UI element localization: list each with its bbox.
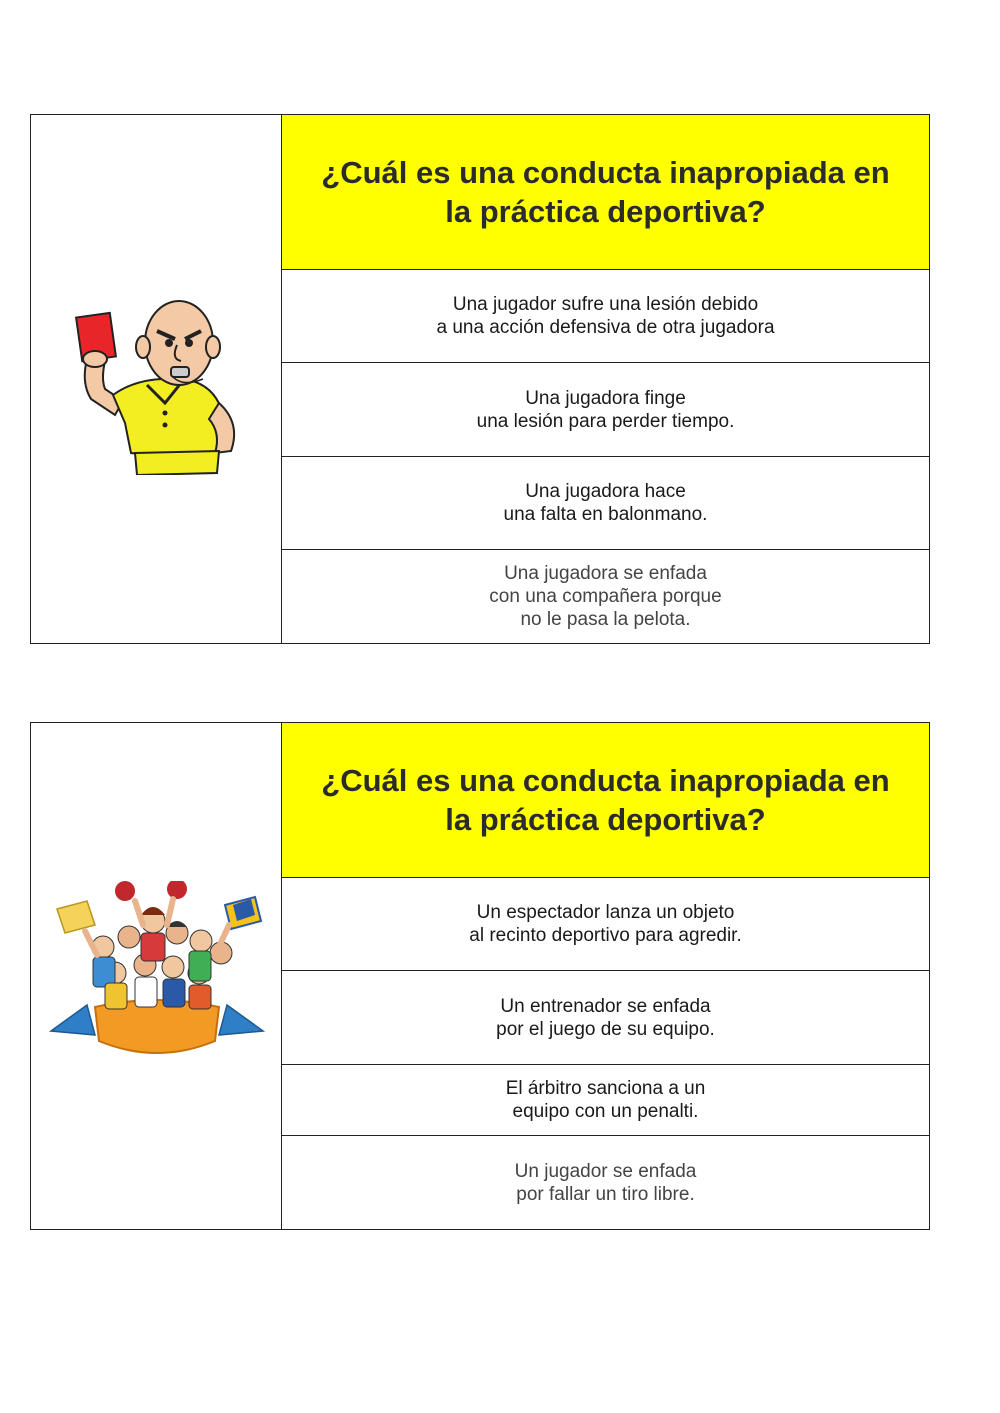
referee-red-card-icon xyxy=(73,293,253,475)
question-header xyxy=(282,115,929,270)
answer-text: El árbitro sanciona a un equipo con un penalti. xyxy=(505,1078,706,1122)
answer-option[interactable] xyxy=(282,1065,929,1136)
question-column xyxy=(282,115,929,643)
answer-text: Un jugador se enfada por fallar un tiro libre. xyxy=(514,1160,697,1205)
question-column xyxy=(282,723,929,1229)
answer-text: Un espectador lanza un objeto al recinto deportivo para agredir. xyxy=(469,902,742,946)
answer-text: Una jugador sufre una lesión debido a una acción defensiva de otra jugadora xyxy=(436,294,775,338)
quiz-card-2 xyxy=(30,722,930,1230)
answer-option[interactable] xyxy=(282,270,929,363)
sports-fans-crowd-icon xyxy=(49,881,265,1067)
answer-option[interactable] xyxy=(282,363,929,457)
answer-option[interactable] xyxy=(282,971,929,1065)
image-cell xyxy=(31,723,282,1229)
answer-text: Una jugadora hace una falta en balonmano. xyxy=(503,481,708,525)
answer-option[interactable] xyxy=(282,1136,929,1229)
image-cell xyxy=(31,115,282,643)
answer-text: Una jugadora se enfada con una compañera porque no le pasa la pelota. xyxy=(489,563,722,630)
quiz-card-1 xyxy=(30,114,930,644)
answer-option[interactable] xyxy=(282,550,929,643)
answer-option[interactable] xyxy=(282,457,929,550)
question-header xyxy=(282,723,929,878)
question-text: ¿Cuál es una conducta inapropiada en la práctica deportiva? xyxy=(321,155,890,229)
answer-text: Un entrenador se enfada por el juego de su equipo. xyxy=(496,995,715,1040)
answer-text: Una jugadora finge una lesión para perder tiempo. xyxy=(476,387,735,432)
answer-option[interactable] xyxy=(282,878,929,971)
question-text: ¿Cuál es una conducta inapropiada en la práctica deportiva? xyxy=(321,763,890,837)
